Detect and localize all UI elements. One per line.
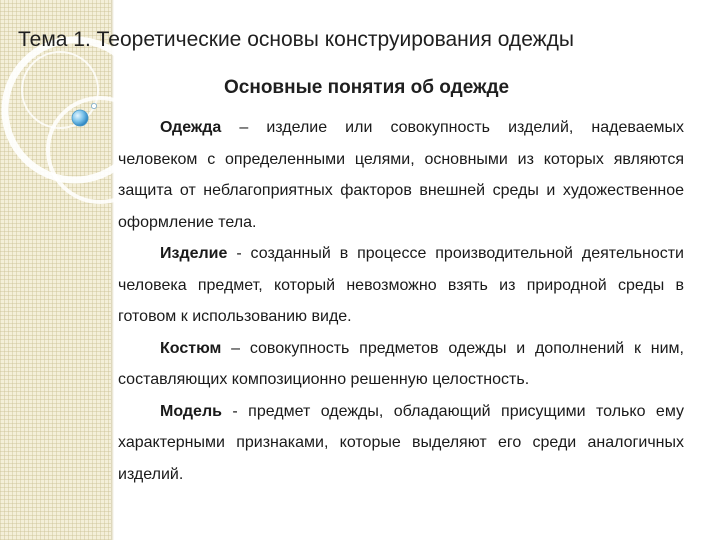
definition-paragraph [118, 238, 684, 333]
blue-bubble [72, 110, 88, 126]
slide-subtitle: Основные понятия об одежде [224, 77, 510, 98]
slide-title: Тема 1. Теоретические основы конструирования одежды [18, 28, 575, 51]
definition-paragraph [118, 333, 684, 396]
definition-text: – совокупность предметов одежды и дополнений к ним, составляющих композиционно решенную целостность. [118, 339, 684, 388]
definition-paragraph [118, 112, 684, 238]
definition-term: Модель [160, 402, 222, 420]
definition-text: – изделие или совокупность изделий, надеваемых человеком с определенными целями, основными из которых являются защита от неблагоприятных факторов внешней среды и художественное оформление тела. [118, 119, 684, 231]
definition-term: Изделие [160, 245, 228, 262]
definition-term: Одежда [160, 119, 222, 136]
small-bubble [91, 103, 96, 108]
definition-text: - созданный в процессе производительной деятельности человека предмет, который невозможно взять из природной среды в готовом к использованию виде. [118, 245, 684, 325]
definition-term: Костюм [160, 339, 222, 357]
definition-text: - предмет одежды, обладающий присущими только ему характерными признаками, которые выделяют его среди аналогичных изделий. [118, 402, 684, 483]
definition-paragraph [118, 396, 684, 491]
definitions-list [118, 112, 684, 490]
